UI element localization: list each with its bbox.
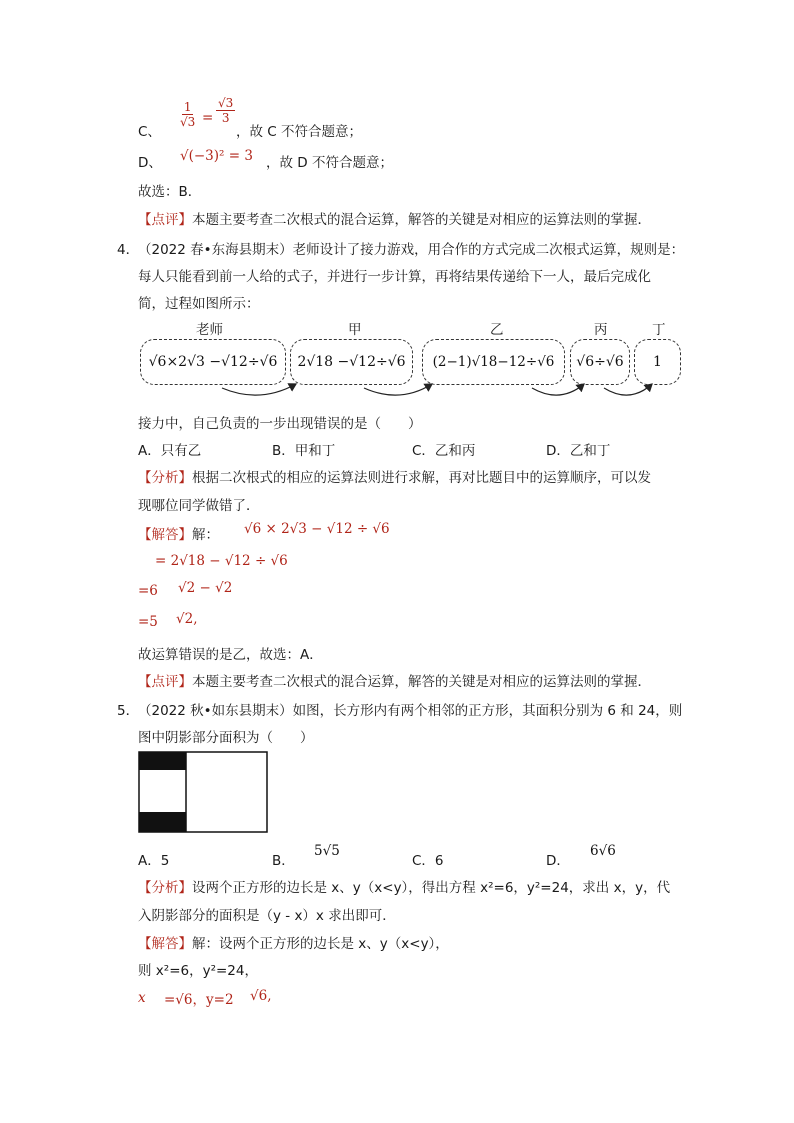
q4-step-2: = 2√18 − √12 ÷ √6 — [155, 553, 288, 569]
q4-step-3a: =6 — [138, 583, 158, 599]
q4-question: 接力中，自己负责的一步出现错误的是（ ） — [138, 416, 422, 432]
role-label-teacher: 老师 — [196, 322, 223, 338]
relay-box-ding: 1 — [634, 339, 681, 385]
arrow-bing-to-ding — [604, 384, 652, 395]
q4-analysis-1: 【分析】根据二次根式的相应的运算法则进行求解，再对比题目中的运算顺序，可以发 — [138, 470, 651, 486]
q3-c-label: C、 — [138, 124, 161, 140]
q5-solution-3b: =√6，y=2 — [164, 992, 234, 1008]
q4-solution-head: 【解答】解： — [138, 527, 219, 543]
role-label-ding: 丁 — [652, 322, 666, 338]
q5-option-a: A．5 — [138, 853, 170, 869]
q4-number: 4． — [117, 242, 140, 258]
q5-option-b: B． 5√5 — [272, 843, 340, 869]
q5-analysis-2: 入阴影部分的面积是（y - x）x 求出即可． — [138, 908, 396, 924]
arrow-yi-to-bing — [532, 384, 584, 395]
role-label-jia: 甲 — [348, 322, 362, 338]
q5-stem-line-2: 图中阴影部分面积为（ ） — [138, 730, 314, 746]
q4-option-d: D．乙和丁 — [546, 443, 611, 459]
q3-c-text: ，故 C 不符合题意； — [236, 124, 363, 140]
shaded-region-top — [139, 752, 186, 770]
relay-arrows — [0, 0, 794, 420]
q4-stem-line-3: 简，过程如图所示： — [138, 296, 260, 312]
q4-option-b: B．甲和丁 — [272, 443, 336, 459]
review-tag: 【点评】 — [138, 212, 192, 228]
q5-number: 5． — [117, 703, 140, 719]
q5-solution-3c: √6, — [250, 988, 272, 1004]
q5-analysis-1: 【分析】设两个正方形的边长是 x、y（x<y），得出方程 x²=6，y²=24，求出 x，y，代 — [138, 880, 671, 896]
q3-c-fraction-left: $\frac{1}{√3}$ — [180, 100, 196, 129]
shaded-region-bottom — [139, 812, 186, 832]
arrow-teacher-to-jia — [222, 384, 296, 395]
q5-option-d: D． 6√6 — [546, 843, 616, 869]
q3-c-equals: = — [202, 110, 214, 126]
q5-solution-2: 则 x²=6，y²=24， — [138, 963, 258, 979]
role-label-bing: 丙 — [594, 322, 608, 338]
review-text: 本题主要考查二次根式的混合运算，解答的关键是对相应的运算法则的掌握． — [192, 212, 651, 228]
q4-stem-line-1: （2022 春•东海县期末）老师设计了接力游戏，用合作的方式完成二次根式运算，规则是： — [138, 242, 685, 258]
q4-step-1: √6 × 2√3 − √12 ÷ √6 — [244, 521, 390, 537]
q4-conclusion: 故运算错误的是乙，故选：A． — [138, 647, 323, 663]
q4-step-4a: =5 — [138, 614, 158, 630]
q4-analysis-2: 现哪位同学做错了． — [138, 498, 260, 514]
q5-solution-1: 【解答】解：设两个正方形的边长是 x、y（x<y）， — [138, 936, 449, 952]
q3-d-text: ，故 D 不符合题意； — [266, 155, 393, 171]
relay-box-teacher: √6×2√3 −√12÷√6 — [140, 339, 286, 385]
q4-option-a: A．只有乙 — [138, 443, 202, 459]
q3-d-math: √(−3)² = 3 — [180, 148, 253, 164]
q5-solution-3a: x — [138, 990, 146, 1006]
q5-option-c: C．6 — [412, 853, 444, 869]
q3-d-label: D、 — [138, 155, 162, 171]
relay-box-jia: 2√18 −√12÷√6 — [290, 339, 413, 385]
q3-choice: 故选：B． — [138, 184, 202, 200]
arrow-jia-to-yi — [364, 384, 432, 395]
q4-stem-line-2: 每人只能看到前一人给的式子，并进行一步计算，再将结果传递给下一人，最后完成化 — [138, 269, 651, 285]
q4-step-3b: √2 − √2 — [178, 580, 233, 596]
q4-option-c: C．乙和丙 — [412, 443, 476, 459]
q4-review: 【点评】本题主要考查二次根式的混合运算，解答的关键是对相应的运算法则的掌握． — [138, 674, 651, 690]
q5-stem-line-1: （2022 秋•如东县期末）如图，长方形内有两个相邻的正方形，其面积分别为 6 和 24，则 — [138, 703, 683, 719]
relay-box-bing: √6÷√6 — [570, 339, 630, 385]
relay-box-yi: (2−1)√18−12÷√6 — [422, 339, 565, 385]
q5-figure — [138, 751, 270, 835]
q4-step-4b: √2, — [176, 611, 198, 627]
role-label-yi: 乙 — [490, 322, 504, 338]
q3-c-fraction-right: $\frac{√3}{3}$ — [218, 96, 234, 125]
